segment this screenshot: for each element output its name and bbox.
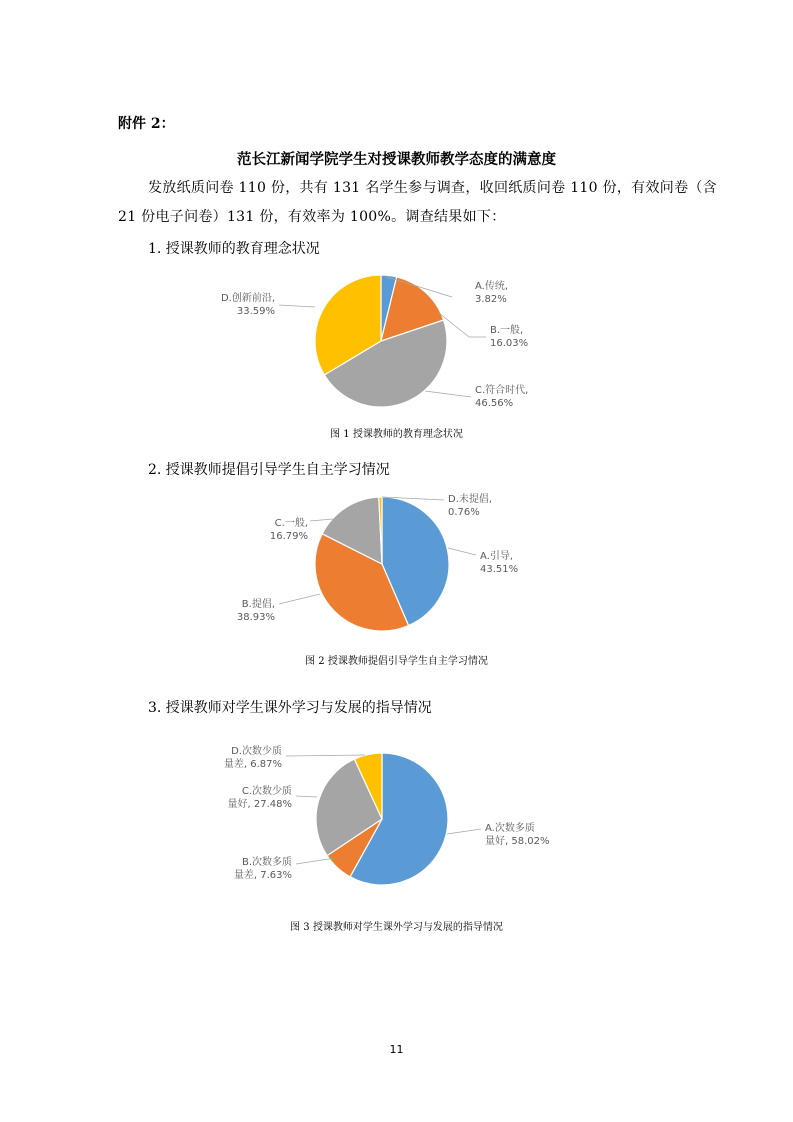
leader-line bbox=[448, 548, 476, 555]
leader-line bbox=[279, 594, 320, 604]
slice-label: D.创新前沿, 33.59% bbox=[220, 293, 275, 317]
slice-label: A.传统, 3.82% bbox=[475, 281, 509, 305]
slice-label: B.一般, 16.03% bbox=[490, 325, 529, 349]
leader-line bbox=[447, 829, 481, 834]
attachment-label: 附件 2： bbox=[118, 116, 175, 132]
slice-label: C.符合时代, 46.56% bbox=[475, 385, 529, 409]
section-3-heading: 3. 授课教师对学生课外学习与发展的指导情况 bbox=[148, 700, 432, 716]
slice-label: C.次数少质量好, 27.48% bbox=[227, 786, 292, 810]
pie-chart-extracurricular-guidance bbox=[180, 740, 600, 895]
slice-label: A.引导, 43.51% bbox=[480, 551, 519, 575]
slice-label: B.提倡, 38.93% bbox=[236, 599, 275, 623]
slice-label: C.一般, 16.79% bbox=[269, 518, 308, 542]
leader-line bbox=[286, 755, 365, 756]
leader-line bbox=[296, 858, 335, 864]
pie-chart-autonomous-learning bbox=[180, 488, 600, 640]
slice-label: B.次数多质量差, 7.63% bbox=[233, 857, 292, 881]
slice-label: D.未提倡, 0.76% bbox=[448, 494, 493, 518]
slice-label: A.次数多质量好, 58.02% bbox=[485, 823, 550, 847]
intro-paragraph-line-2: 21 份电子问卷）131 份，有效率为 100%。调查结果如下： bbox=[118, 209, 506, 225]
pie-chart-teaching-philosophy bbox=[180, 265, 600, 420]
figure-3-caption: 图 3 授课教师对学生课外学习与发展的指导情况 bbox=[290, 922, 503, 933]
leader-line bbox=[296, 796, 317, 797]
page-number: 11 bbox=[389, 1043, 404, 1056]
document-title: 范长江新闻学院学生对授课教师教学态度的满意度 bbox=[237, 151, 556, 168]
figure-1-caption: 图 1 授课教师的教育理念状况 bbox=[330, 429, 463, 440]
section-1-heading: 1. 授课教师的教育理念状况 bbox=[148, 241, 320, 257]
leader-line bbox=[425, 391, 471, 397]
figure-2-caption: 图 2 授课教师提倡引导学生自主学习情况 bbox=[305, 656, 488, 667]
slice-label: D.次数少质量差, 6.87% bbox=[223, 746, 282, 770]
leader-line bbox=[279, 305, 315, 307]
section-2-heading: 2. 授课教师提倡引导学生自主学习情况 bbox=[148, 462, 390, 478]
leader-line bbox=[310, 519, 333, 521]
intro-paragraph-line-1: 发放纸质问卷 110 份，共有 131 名学生参与调查，收回纸质问卷 110 份，有效问卷（含 bbox=[148, 180, 717, 196]
